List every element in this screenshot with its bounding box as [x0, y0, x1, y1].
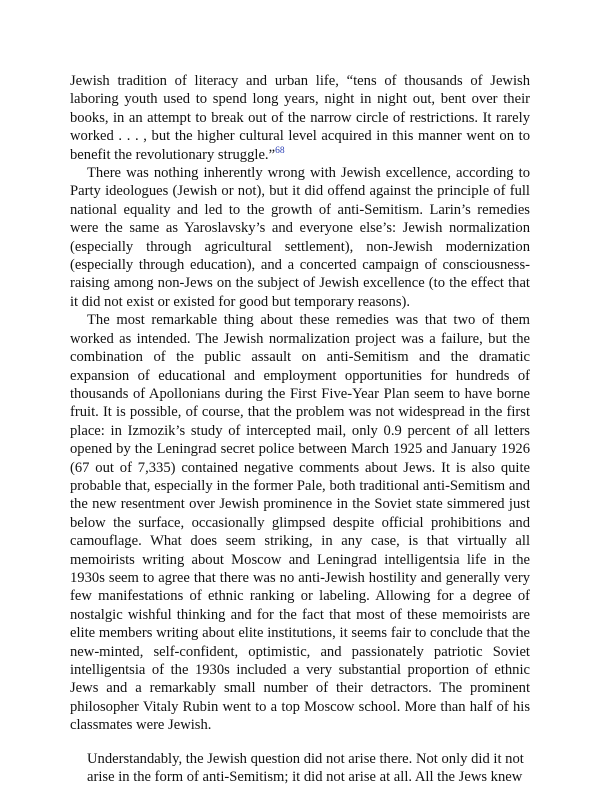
- paragraph-2: There was nothing inherently wrong with Jewish excellence, according to Party ideologues (Jewish or not), but it did offend against the principle of full national equality and led to the growth of anti-Semitism. Larin’s remedies were the same as Yaroslavsky’s and everyone else’s: Jewish normalization (especially through agricultural settlement), non-Jewish modernization (especially through education), and a concerted campaign of consciousness-raising among non-Jews on the subject of Jewish excellence (to the effect that it did not exist or existed for good but temporary reasons).: [70, 165, 530, 310]
- block-quote: Understandably, the Jewish question did not arise there. Not only did it not arise in the form of anti-Semitism; it did not arise at all. All the Jews knew: [87, 750, 524, 786]
- paragraph-1-text: Jewish tradition of literacy and urban life, “tens of thousands of Jewish laboring youth used to spend long years, night in night out, bent over their books, in an attempt to break out of the narrow circle of restrictions. It rarely worked . . . , but the higher cultural level acquired in this manner went on to benefit the revolutionary struggle.”: [70, 73, 530, 163]
- document-page: [70, 72, 530, 786]
- footnote-link-68[interactable]: 68: [275, 145, 285, 156]
- paragraph-1: [70, 72, 530, 164]
- paragraph-3: The most remarkable thing about these remedies was that two of them worked as intended. The Jewish normalization project was a failure, but the combination of the public assault on anti-Semitism and the dramatic expansion of educational and employment opportunities for hundreds of thousands of Apollonians during the First Five-Year Plan seem to have borne fruit. It is possible, of course, that the problem was not widespread in the first place: in Izmozik’s study of intercepted mail, only 0.9 percent of all letters opened by the Leningrad secret police between March 1925 and January 1926 (67 out of 7,335) contained negative comments about Jews. It is also quite probable that, especially in the former Pale, both traditional anti-Semitism and the new resentment over Jewish prominence in the Soviet state simmered just below the surface, occasionally glimpsed despite official prohibitions and camouflage. What does seem striking, in any case, is that virtually all memoirists writing about Moscow and Leningrad intelligentsia life in the 1930s seem to agree that there was no anti-Jewish hostility and generally very few manifestations of ethnic ranking or labeling. Allowing for a degree of nostalgic wishful thinking and for the fact that most of these memoirists are elite members writing about elite institutions, it seems fair to conclude that the new-minted, self-confident, optimistic, and passionately patriotic Soviet intelligentsia of the 1930s included a very substantial proportion of ethnic Jews and a remarkably small number of their detractors. The prominent philosopher Vitaly Rubin went to a top Moscow school. More than half of his classmates were Jewish.: [70, 312, 530, 734]
